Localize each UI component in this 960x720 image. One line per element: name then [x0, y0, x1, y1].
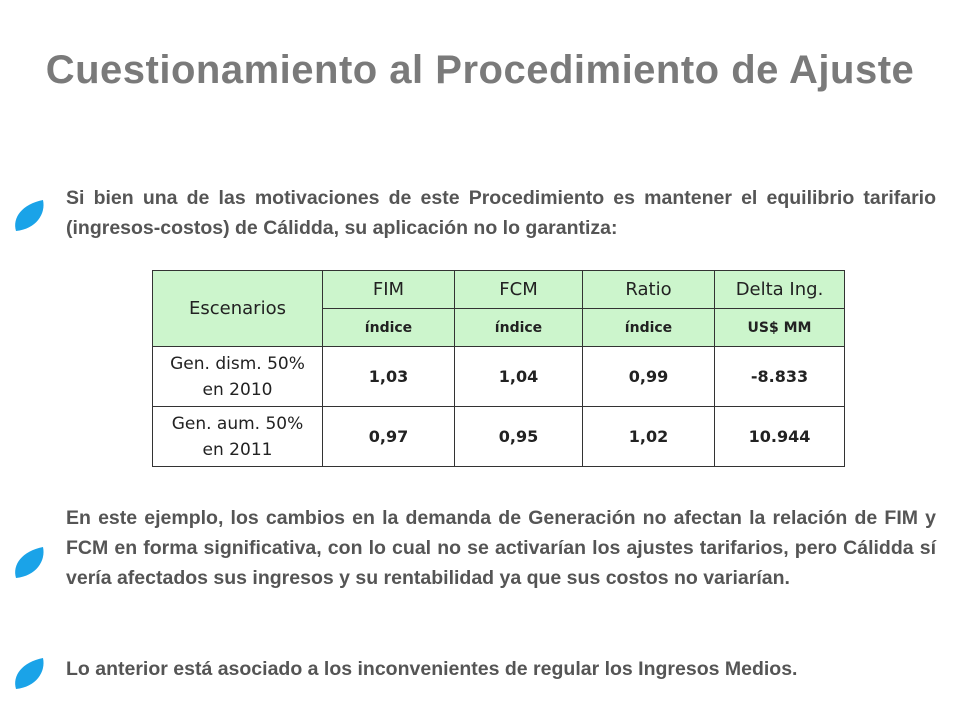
fim-value: 0,97: [323, 407, 455, 467]
scenario-line1: Gen. dism. 50%: [170, 353, 305, 374]
unit-fcm: índice: [455, 309, 583, 347]
ratio-value: 0,99: [583, 347, 715, 407]
scenario-line2: en 2010: [202, 379, 273, 400]
scenarios-table: [152, 270, 845, 467]
leaf-bullet-icon: [12, 545, 46, 581]
scenario-line2: en 2011: [202, 439, 273, 460]
scenario-cell: [153, 347, 323, 407]
bullet-text-3: Lo anterior está asociado a los inconvenientes de regular los Ingresos Medios.: [66, 658, 798, 680]
header-delta-ing: Delta Ing.: [715, 271, 845, 309]
leaf-bullet-icon: [12, 656, 46, 692]
header-fcm: FCM: [455, 271, 583, 309]
delta-ing-value: -8.833: [715, 347, 845, 407]
delta-ing-value: 10.944: [715, 407, 845, 467]
table-row: [153, 407, 845, 467]
unit-delta-ing: US$ MM: [715, 309, 845, 347]
bullet-text-2: En este ejemplo, los cambios en la demanda de Generación no afectan la relación de FIM y FCM en forma significativa, con lo cual no se activarían los ajustes tarifarios, pero Cálidda sí vería afectados sus ingresos y su rentabilidad ya que sus costos no variarían.: [66, 507, 936, 589]
slide-title: Cuestionamiento al Procedimiento de Ajuste: [45, 48, 915, 92]
scenario-line1: Gen. aum. 50%: [171, 413, 304, 434]
fcm-value: 1,04: [455, 347, 583, 407]
unit-ratio: índice: [583, 309, 715, 347]
ratio-value: 1,02: [583, 407, 715, 467]
header-fim: FIM: [323, 271, 455, 309]
table-row: [153, 347, 845, 407]
fcm-value: 0,95: [455, 407, 583, 467]
scenario-cell: [153, 407, 323, 467]
fim-value: 1,03: [323, 347, 455, 407]
bullet-text-1: Si bien una de las motivaciones de este Procedimiento es mantener el equilibrio tarifario (ingresos-costos) de Cálidda, su aplicación no lo garantiza:: [66, 187, 936, 239]
unit-fim: índice: [323, 309, 455, 347]
header-ratio: Ratio: [583, 271, 715, 309]
header-escenarios: Escenarios: [153, 271, 323, 347]
leaf-bullet-icon: [12, 198, 46, 234]
